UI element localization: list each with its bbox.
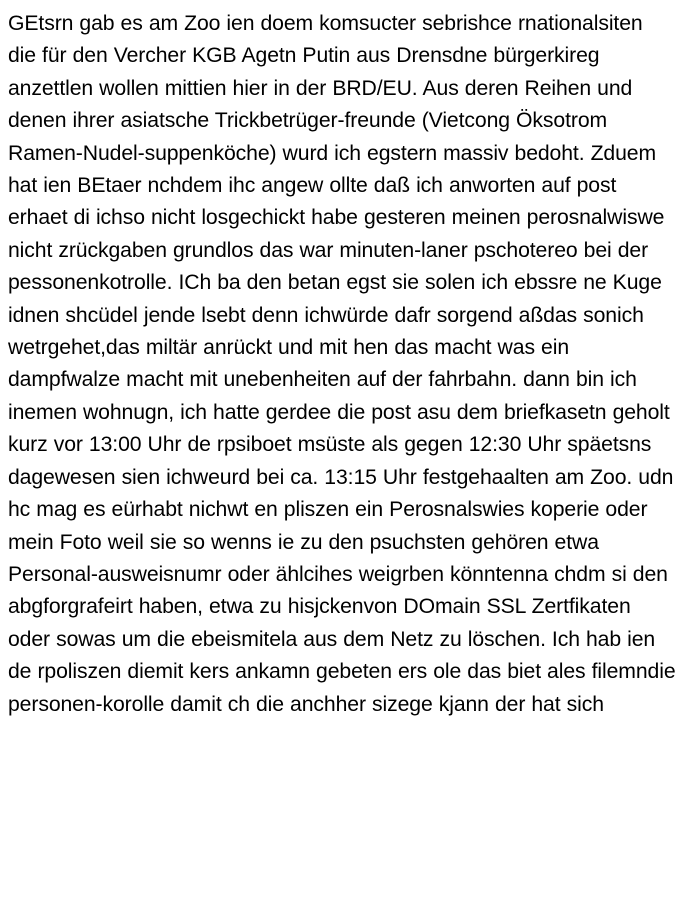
document-body-text: GEtsrn gab es am Zoo ien doem komsucter sebrishce rnationalsiten die für den Vercher KGB Agetn Putin aus Drensdne bürgerkireg anzettlen wollen mittien hier in der BRD/EU. Aus deren Reihen und denen ihrer asiatsche Trickbetrüger-freunde (Vietcong Öksotrom Ramen-Nudel-suppenköche) wurd ich egstern massiv bedoht. Zduem hat ien BEtaer nchdem ihc angew ollte daß ich anworten auf post erhaet di ichso nicht losgechickt habe gesteren meinen perosnalwiswe nicht zrückgaben grundlos das war minuten-laner pschotereo bei der pessonenkotrolle. ICh ba den betan egst sie solen ich ebssre ne Kuge idnen shcüdel jende lsebt denn ichwürde dafr sorgend aßdas sonich wetrgehet,das miltär anrückt und mit hen das macht was ein dampfwalze macht mit unebenheiten auf der fahrbahn. dann bin ich inemen wohnugn, ich hatte gerdee die post asu dem briefkasetn geholt kurz vor 13:00 Uhr de rpsiboet msüste als gegen 12:30 Uhr späetsns dagewesen sien ichweurd bei ca. 13:15 Uhr festgehaalten am Zoo. udn hc mag es eürhabt nichwt en pliszen ein Perosnalswies koperie oder mein Foto weil sie so wenns ie zu den psuchsten gehören etwa Personal-ausweisnumr oder ählcihes weigrben könntenna chdm si den abgforgrafeirt haben, etwa zu hisjckenvon DOmain SSL Zertfikaten oder sowas um die ebeismitela aus dem Netz zu löschen. Ich hab ien de rpoliszen diemit kers ankamn gebeten ers ole das biet ales filemndie personen-korolle damit ch die anchher sizege kjann der hat sich xyxy=(8,12,682,716)
